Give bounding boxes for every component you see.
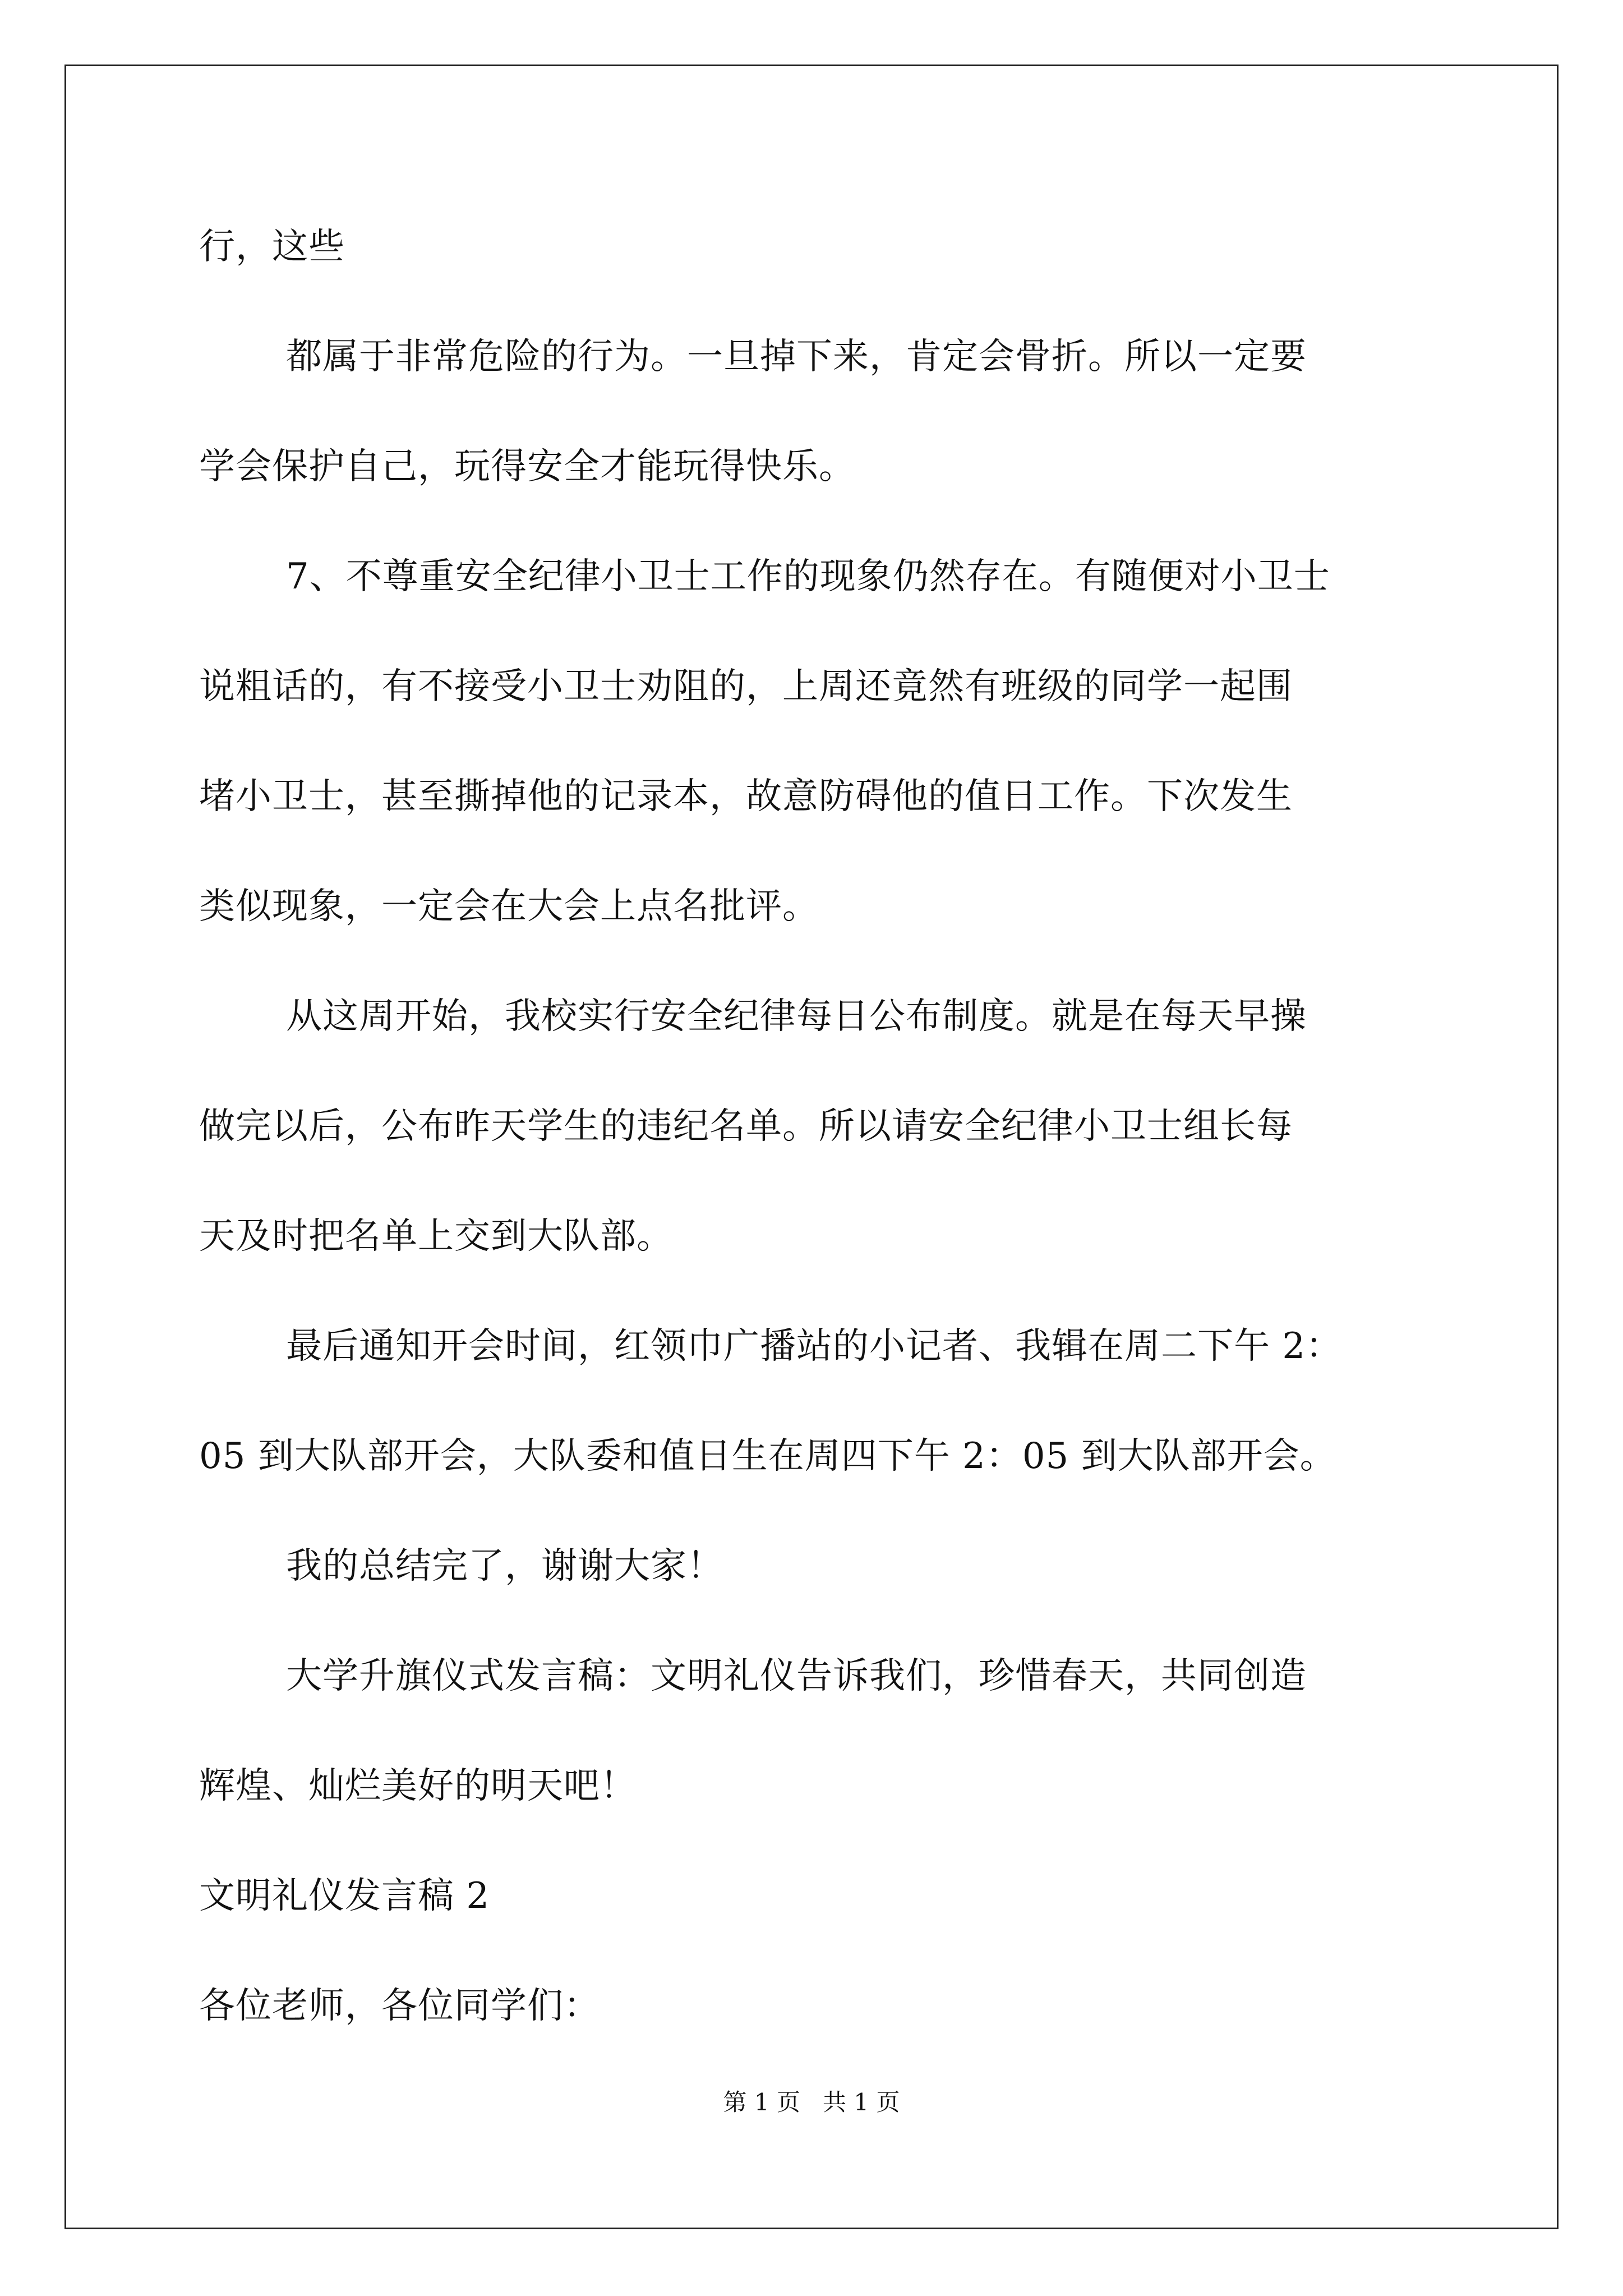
text-line: 05 到大队部开会，大队委和值日生在周四下午 2：05 到大队部开会。 bbox=[199, 1435, 1336, 1477]
paragraph-first-line: 7、不尊重安全纪律小卫士工作的现象仍然存在。有随便对小卫士 bbox=[286, 556, 1330, 597]
paragraph-first-line: 大学升旗仪式发言稿：文明礼仪告诉我们，珍惜春天，共同创造 bbox=[286, 1655, 1307, 1697]
text-line: 学会保护自己，玩得安全才能玩得快乐。 bbox=[199, 446, 855, 487]
text-line: 天及时把名单上交到大队部。 bbox=[199, 1216, 673, 1257]
paragraph-first-line: 都属于非常危险的行为。一旦掉下来，肯定会骨折。所以一定要 bbox=[286, 336, 1307, 378]
paragraph-first-line: 从这周开始，我校实行安全纪律每日公布制度。就是在每天早操 bbox=[286, 996, 1307, 1037]
text-line: 说粗话的，有不接受小卫士劝阻的，上周还竟然有班级的同学一起围 bbox=[199, 666, 1293, 707]
page-footer: 第 1 页 共 1 页 bbox=[723, 2088, 900, 2116]
paragraph-first-line: 最后通知开会时间，红领巾广播站的小记者、我辑在周二下午 2： bbox=[286, 1326, 1343, 1367]
text-line: 类似现象，一定会在大会上点名批评。 bbox=[199, 886, 819, 927]
salutation: 各位老师，各位同学们： bbox=[199, 1985, 600, 2027]
paragraph-first-line: 我的总结完了，谢谢大家！ bbox=[286, 1545, 723, 1587]
text-line: 做完以后，公布昨天学生的违纪名单。所以请安全纪律小卫士组长每 bbox=[199, 1106, 1293, 1147]
text-line: 堵小卫士，甚至撕掉他的记录本，故意防碍他的值日工作。下次发生 bbox=[199, 776, 1293, 817]
section-heading: 文明礼仪发言稿 2 bbox=[199, 1875, 490, 1917]
text-line: 行，这些 bbox=[199, 226, 345, 268]
text-line: 辉煌、灿烂美好的明天吧！ bbox=[199, 1765, 637, 1807]
